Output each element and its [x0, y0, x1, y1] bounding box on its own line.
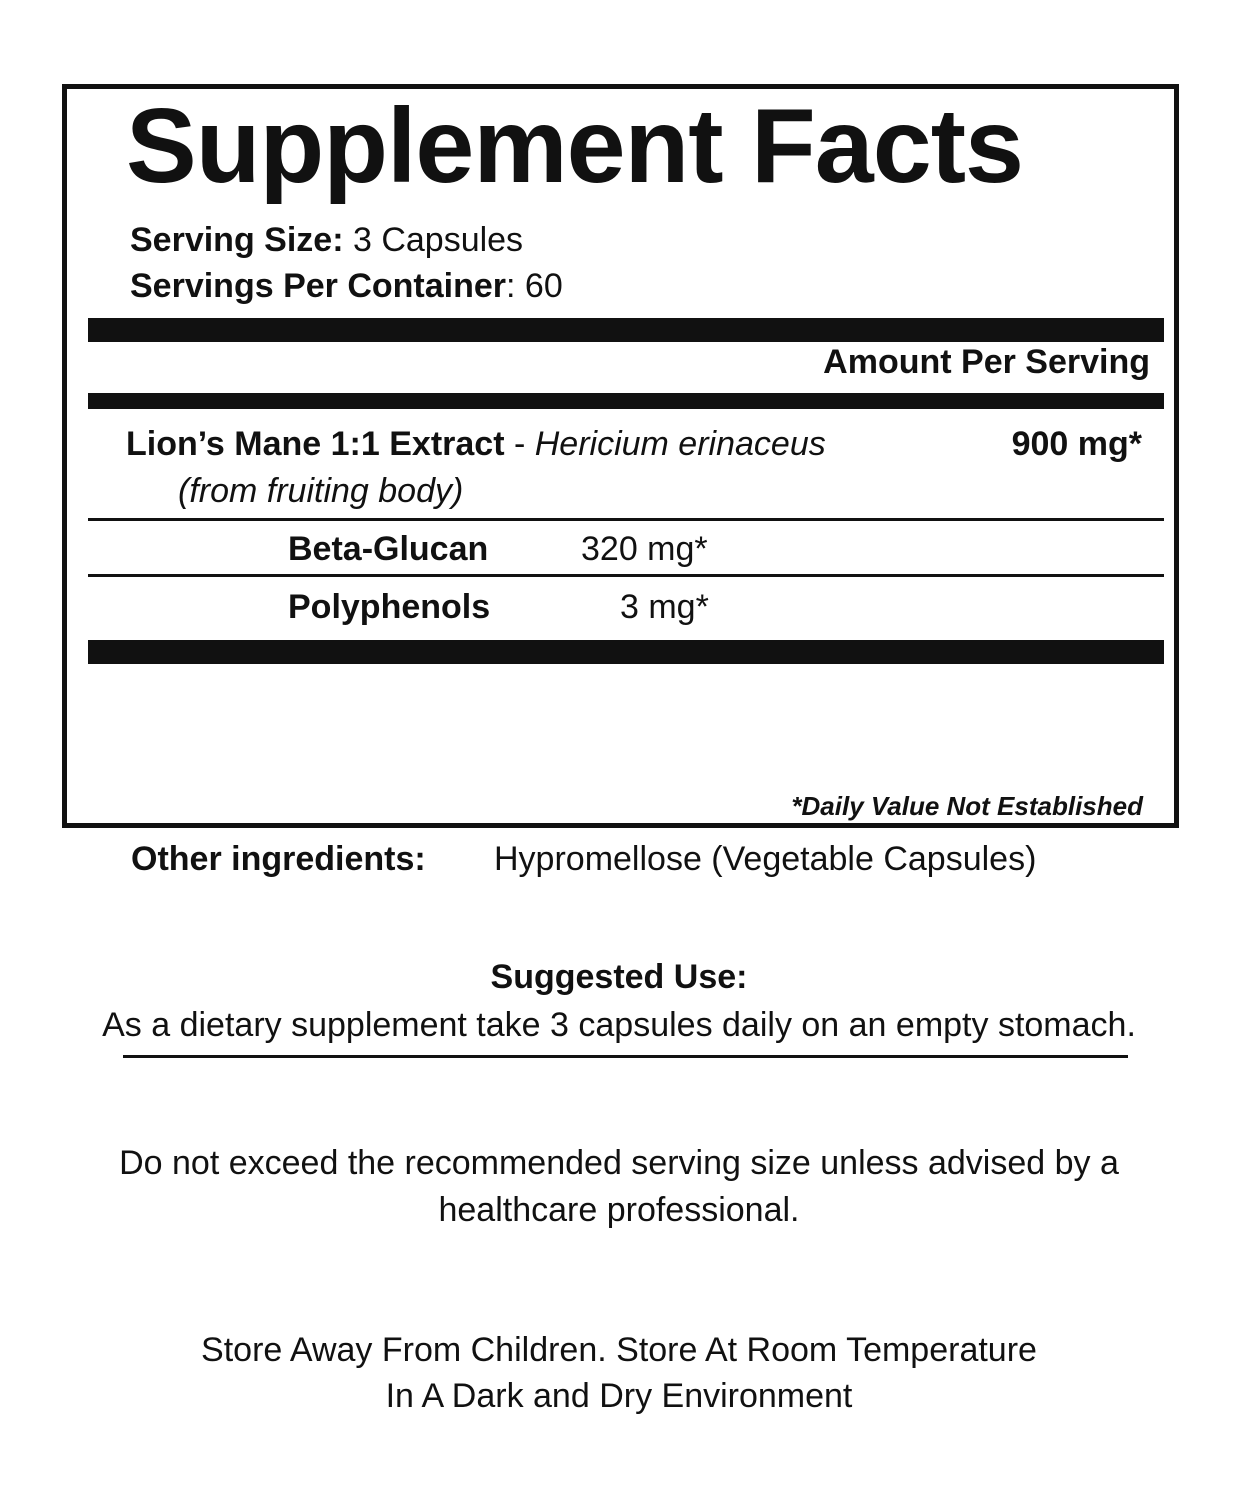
ingredient-amount-polyphenols: 3 mg* [620, 588, 709, 626]
suggested-use-heading: Suggested Use: [490, 958, 748, 996]
other-ingredients-label: Other ingredients: [131, 840, 426, 878]
ingredient-row-lions-mane [126, 424, 826, 465]
amount-per-serving-header: Amount Per Serving [823, 343, 1150, 381]
daily-value-footnote: *Daily Value Not Established [791, 791, 1143, 821]
thin-divider [88, 574, 1164, 577]
serving-size-value: 3 Capsules [343, 221, 524, 259]
ingredient-name-polyphenols: Polyphenols [288, 588, 491, 626]
section-divider [123, 1055, 1128, 1058]
suggested-use-text: As a dietary supplement take 3 capsules daily on an empty stomach. [102, 1006, 1136, 1044]
warning-line-2: healthcare professional. [438, 1191, 800, 1229]
ingredient-name: Lion’s Mane 1:1 Extract [126, 425, 505, 463]
ingredient-separator: - [504, 425, 535, 463]
ingredient-latin-name: Hericium erinaceus [534, 425, 826, 463]
ingredient-source: (from fruiting body) [178, 472, 464, 510]
thick-divider-bottom [88, 640, 1164, 664]
serving-size-line [130, 220, 523, 261]
ingredient-name-beta-glucan: Beta-Glucan [288, 530, 489, 568]
storage-line-1: Store Away From Children. Store At Room Temperature [201, 1331, 1037, 1369]
servings-per-container-line [130, 266, 563, 307]
serving-size-label: Serving Size: [130, 221, 344, 259]
other-ingredients-value: Hypromellose (Vegetable Capsules) [494, 840, 1037, 878]
other-ingredients-line [131, 839, 426, 880]
storage-line-2: In A Dark and Dry Environment [385, 1377, 853, 1415]
thick-divider-top [88, 318, 1164, 342]
servings-per-container-value: : 60 [506, 267, 563, 305]
supplement-facts-title: Supplement Facts [126, 87, 1023, 205]
thin-divider [88, 518, 1164, 521]
servings-per-container-label: Servings Per Container [130, 267, 507, 305]
ingredient-amount-beta-glucan: 320 mg* [581, 530, 708, 568]
warning-line-1: Do not exceed the recommended serving size unless advised by a [119, 1144, 1119, 1182]
medium-divider [88, 393, 1164, 409]
ingredient-amount: 900 mg* [1011, 425, 1142, 463]
